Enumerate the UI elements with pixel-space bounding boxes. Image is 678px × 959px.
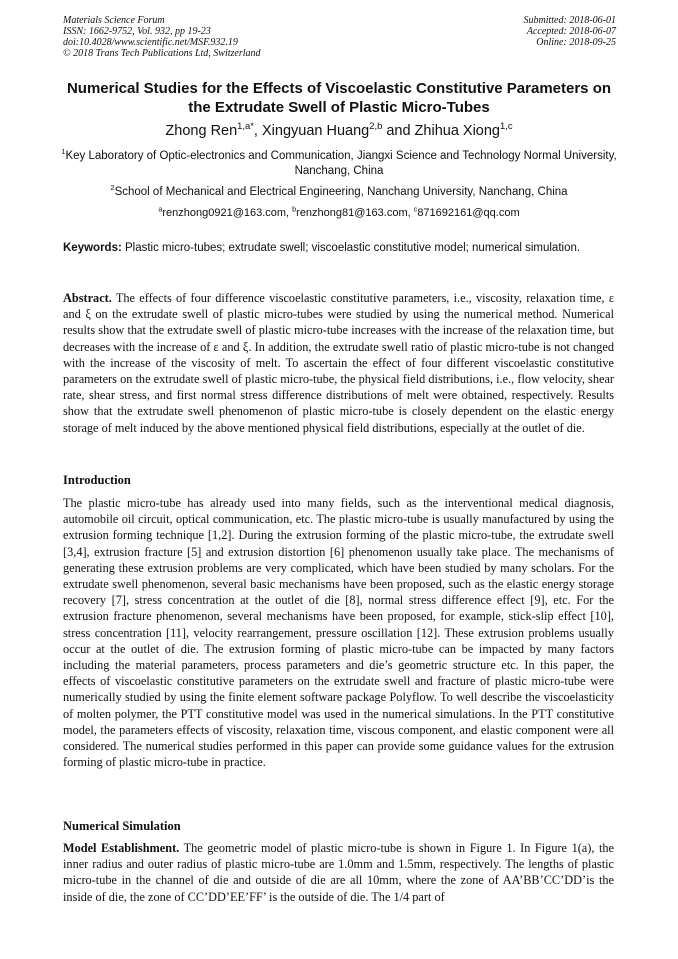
author-name: Xingyuan Huang (261, 123, 370, 139)
affiliation-text: School of Mechanical and Electrical Engineering, Nanchang University, Nanchang, China (114, 186, 568, 198)
introduction-paragraph: The plastic micro-tube has already used into many fields, such as the interventional medical diagnosis, automobile oil circuit, optical communication, etc. The plastic micro-tube is usually manufactured by using the extrusion forming technique [1,2]. During the extrusion forming of the plastic micro-tube, the extrudate swell [3,4], extrusion fracture [5] and extrusion distortion [6] phenomenon usually take place. The mechanisms of generating these extrusion problems are very complicated, which have been studied by many scholars. For the extrudate swell phenomenon, several basic mechanisms have been proposed, such as the elastic energy storage recovery [7], stress concentration at the outlet of die [8], normal stress difference effect [9], etc. For the extrusion fracture phenomenon, several mechanisms have been proposed, for example, stick-slip effect [10], stress concentration [11], velocity rearrangement, pressure oscillation [12]. These extrusion problems usually occur at the outlet of die. The extrusion forming of plastic micro-tube can be impacted by many factors including the material parameters, process parameters and die’s geometric structure etc. In this paper, the effects of viscoelastic constitutive parameters on the extrudate swell and fracture of plastic micro-tube were numerically studied by using the finite element software package Polyflow. To well describe the viscoelasticity of molten polymer, the PTT constitutive model was used in the numerical simulations. In the PTT constitutive model, the parameters effects of viscosity, relaxation time, viscous component, and elastic component were all considered. The numerical studies performed in this paper can provide some guidance values for the extrusion forming of plastic micro-tube in practice. (63, 496, 614, 770)
copyright-line: © 2018 Trans Tech Publications Ltd, Switzerland (63, 48, 261, 59)
affiliation-text: Key Laboratory of Optic-electronics and Communication, Jiangxi Science and Technology Normal University, Nanchang, China (65, 150, 617, 177)
abstract-label: Abstract. (63, 291, 112, 305)
model-establishment-paragraph (63, 840, 614, 905)
affiliation-superscript: 1 (61, 147, 66, 157)
journal-name: Materials Science Forum (63, 15, 165, 26)
numerical-simulation-heading: Numerical Simulation (63, 819, 181, 833)
author-separator: and (382, 123, 415, 139)
introduction-heading: Introduction (63, 473, 131, 487)
author-name: Zhihua Xiong (414, 123, 500, 139)
author-superscript: 1,c (500, 120, 513, 132)
issn-line: ISSN: 1662-9752, Vol. 932, pp 19-23 (63, 26, 211, 37)
dates-header (524, 15, 617, 48)
model-establishment-label: Model Establishment. (63, 841, 180, 855)
keywords-text: Plastic micro-tubes; extrudate swell; viscoelastic constitutive model; numerical simulation. (121, 242, 581, 254)
online-date: Online: 2018-09-25 (536, 37, 616, 48)
author-name: Zhong Ren (165, 123, 238, 139)
email-superscript: a (158, 205, 163, 214)
email-superscript: c (413, 205, 418, 214)
model-establishment-text: The geometric model of plastic micro-tube is shown in Figure 1. In Figure 1(a), the inner radius and outer radius of plastic micro-tube are 1.0mm and 1.5mm, respectively. The lengths of plastic micro-tube in the channel of die and outside of die are all 10mm, where the zone of AA’BB’CC’DD’is the inside of die, the zone of CC’DD’EE’FF’ is the outside of die. The 1/4 part of (63, 841, 615, 904)
paper-title: Numerical Studies for the Effects of Viscoelastic Constitutive Parameters on the Extrudate Swell of Plastic Micro-Tubes (66, 80, 612, 116)
abstract-text: The effects of four difference viscoelastic constitutive parameters, i.e., viscosity, relaxation time, ε and ξ on the extrudate swell of plastic micro-tubes were studied by using the numerical method. Numerical results show that the extrudate swell of plastic micro-tube increases with the increase of the relaxation time, but decreases with the increase of ε and ξ. In addition, the extrudate swell ratio of plastic micro-tube is not changed with the increase of the viscosity of melt. To ascertain the effect of four different viscoelastic constitutive parameters on the extrudate swell of plastic micro-tube, the physical field distributions, i.e., flow velocity, shear rate, shear stress, and first normal stress difference distributions of melt were obtained, respectively. Results show that the extrudate swell phenomenon of plastic micro-tube is closely dependent on the elastic energy storage of melt induced by the above mentioned physical field distributions, especially at the outlet of die. (63, 291, 614, 435)
author-superscript: 1,a* (237, 120, 254, 132)
affiliation-1 (60, 149, 618, 179)
keywords-label: Keywords: (63, 242, 122, 254)
email-list (60, 206, 618, 221)
doi-line: doi:10.4028/www.scientific.net/MSF.932.19 (63, 37, 238, 48)
email-address: renzhong0921@163.com, (162, 207, 293, 219)
email-address: 871692161@qq.com (417, 207, 520, 219)
keywords-paragraph (63, 241, 614, 256)
accepted-date: Accepted: 2018-06-07 (526, 26, 616, 37)
author-superscript: 2,b (369, 120, 383, 132)
affiliation-superscript: 2 (110, 183, 115, 193)
submitted-date: Submitted: 2018-06-01 (523, 15, 616, 26)
email-superscript: b (292, 205, 297, 214)
author-list (60, 122, 618, 140)
affiliation-2 (60, 185, 618, 200)
abstract-paragraph (63, 290, 614, 436)
author-separator: , (253, 123, 262, 139)
email-address: renzhong81@163.com, (296, 207, 414, 219)
journal-header (63, 15, 261, 59)
